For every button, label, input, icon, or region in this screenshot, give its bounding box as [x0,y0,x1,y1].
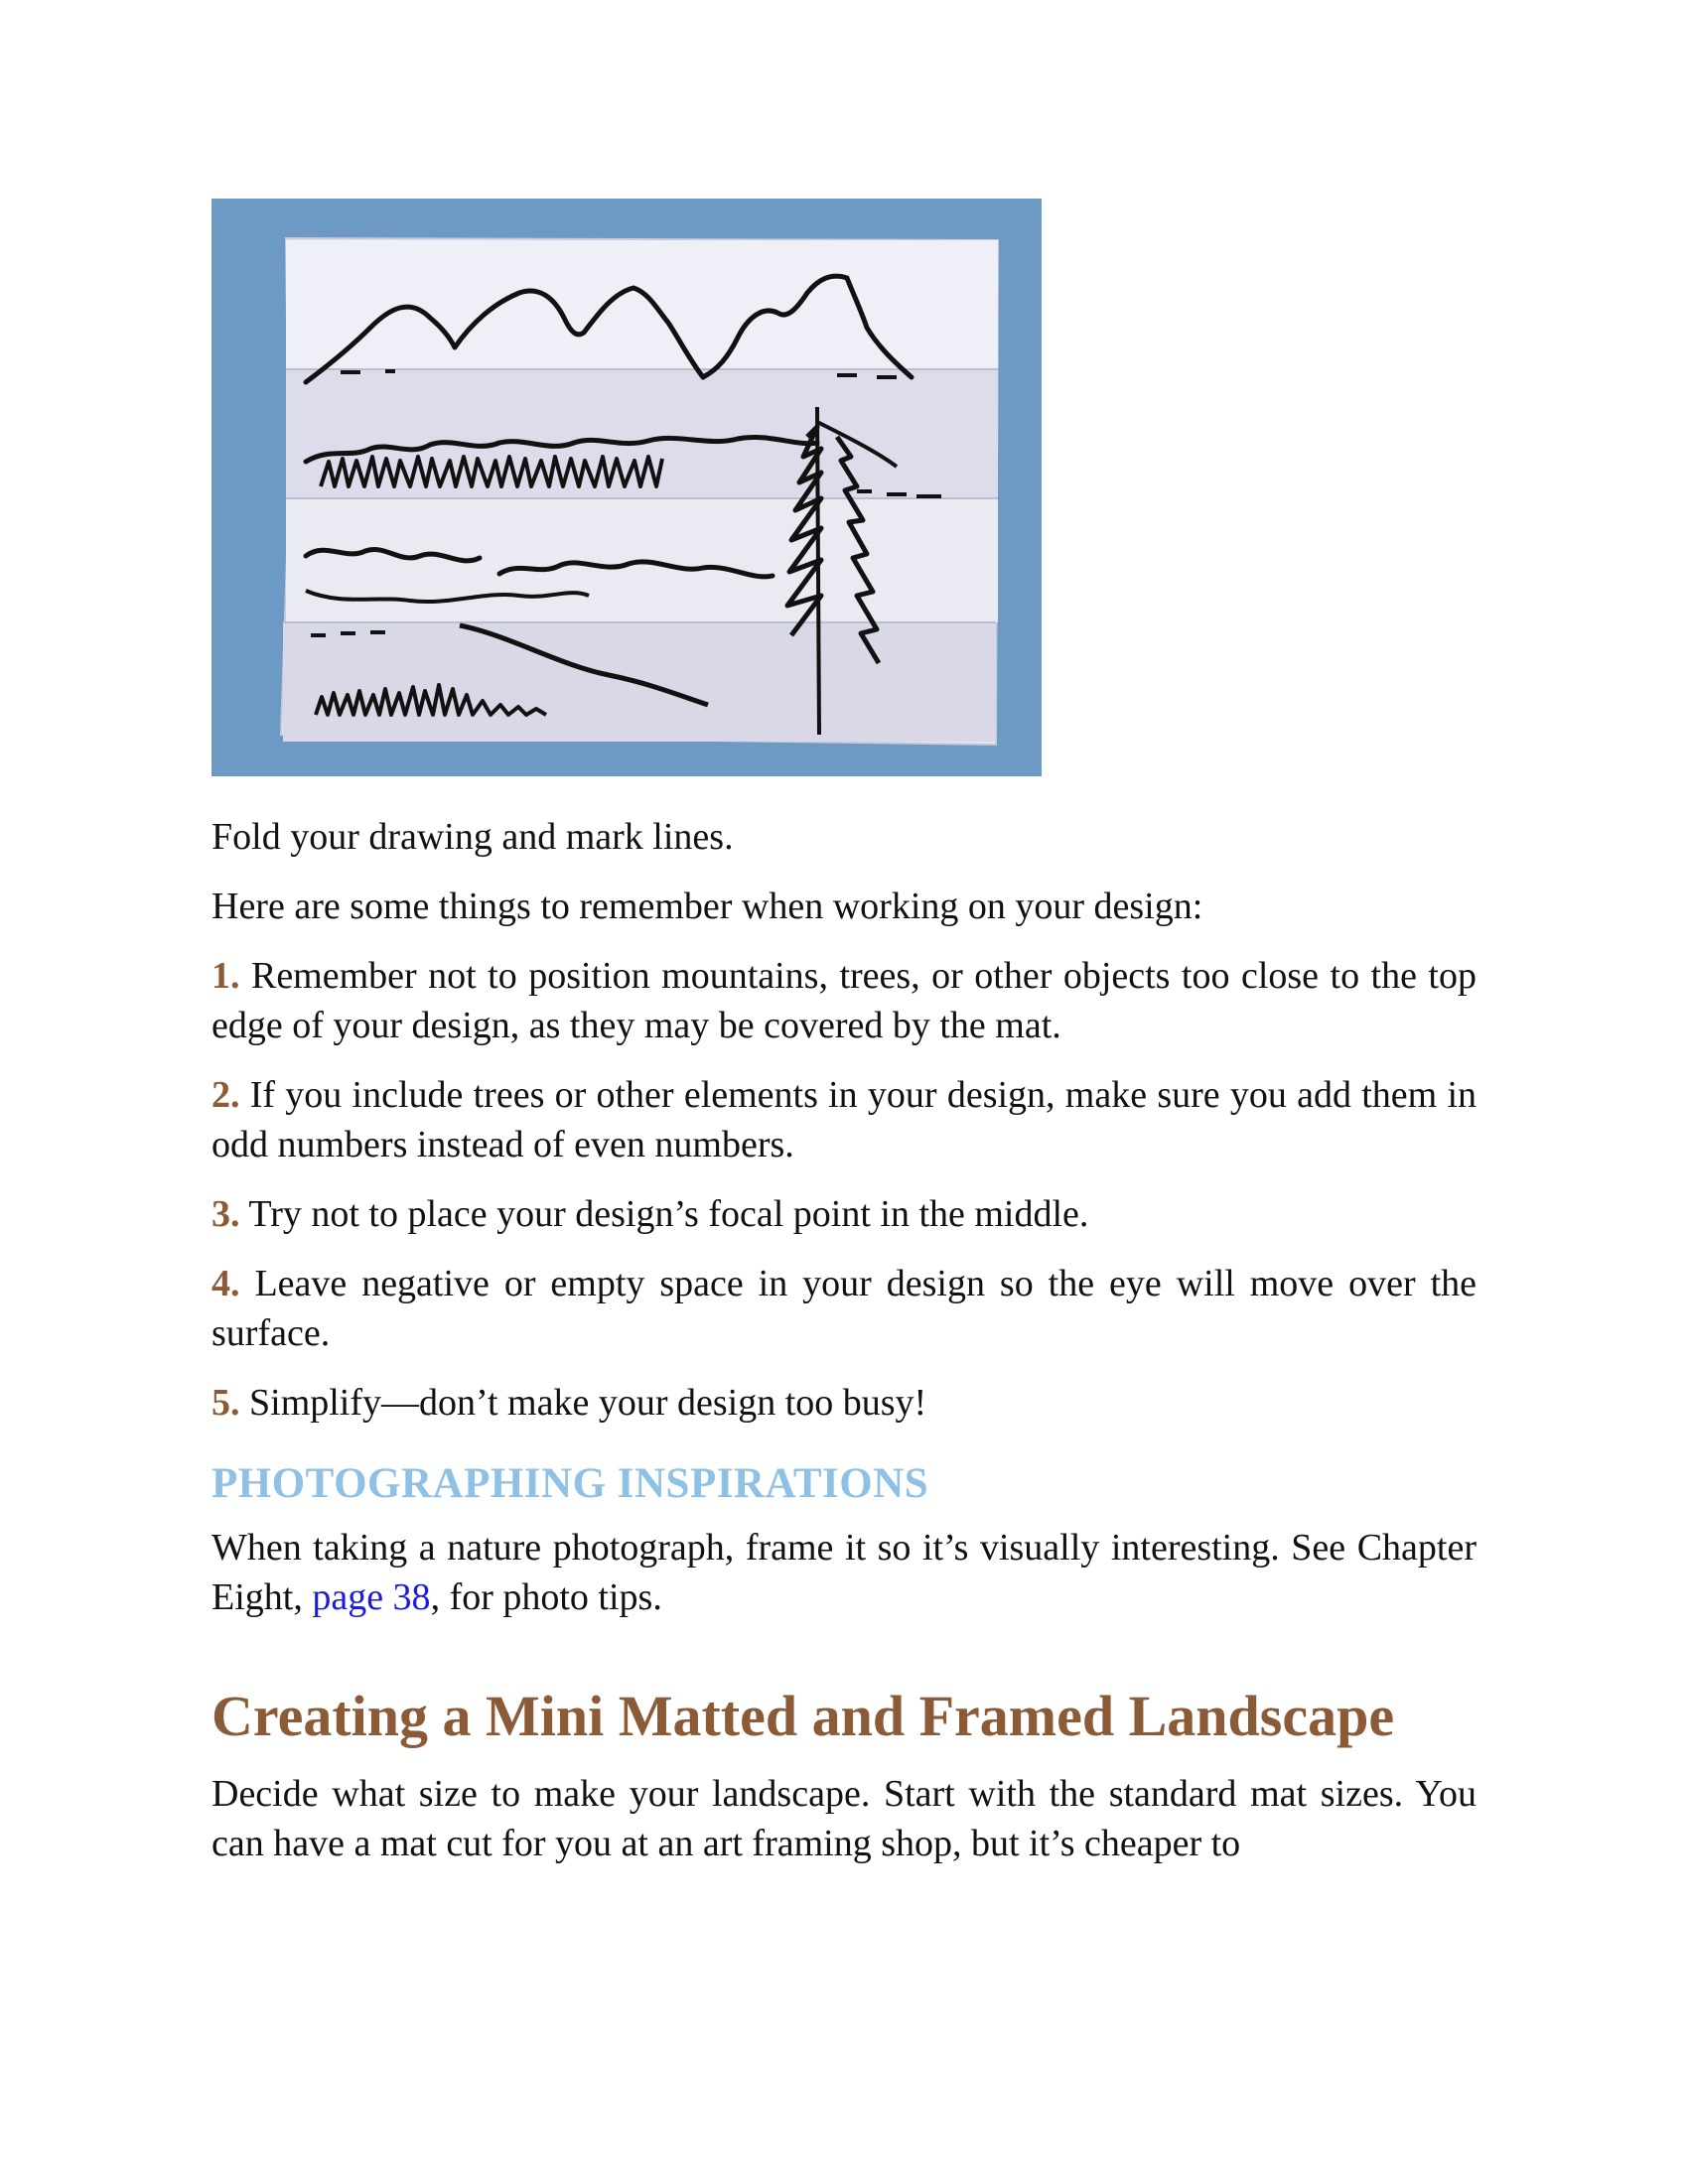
page [211,199,1477,1888]
folded-landscape-drawing-icon [211,199,1042,776]
tip-number: 3. [211,1193,240,1235]
tip-item [211,1070,1477,1169]
photo-caption: Fold your drawing and mark lines. [211,816,734,858]
photographing-text-end: , for photo tips. [430,1576,662,1618]
tip-number: 2. [211,1074,240,1116]
mini-landscape-heading: Creating a Mini Matted and Framed Landscape [211,1684,1395,1748]
tips-intro: Here are some things to remember when working on your design: [211,886,1203,927]
tip-item [211,951,1477,1050]
tip-item [211,1259,1477,1358]
tip-number: 5. [211,1382,240,1424]
tip-number: 1. [211,955,240,997]
mini-landscape-paragraph: Decide what size to make your landscape. Start with the standard mat sizes. You can have a mat cut for you at an art framing shop, but it’s cheaper to [211,1773,1477,1864]
tip-text: Try not to place your design’s focal point in the middle. [239,1193,1089,1235]
tip-item [211,1378,1477,1428]
tip-text: Simplify—don’t make your design too busy! [239,1382,927,1424]
page-38-link[interactable]: page 38 [312,1576,431,1618]
tip-text: If you include trees or other elements in your design, make sure you add them in odd numbers instead of even numbers. [211,1074,1477,1165]
tip-text: Leave negative or empty space in your design so the eye will move over the surface. [211,1263,1477,1354]
photographing-inspirations-heading: PHOTOGRAPHING INSPIRATIONS [211,1460,929,1507]
tip-text: Remember not to position mountains, trees, or other objects too close to the top edge of your design, as they may be covered by the mat. [211,955,1477,1046]
tip-number: 4. [211,1263,240,1304]
tip-item [211,1189,1477,1239]
landscape-drawing-photo [211,199,1042,776]
photographing-text: When taking a nature photograph, frame it so it’s visually interesting. See Chapter Eight, [211,1527,1477,1618]
photographing-paragraph [211,1523,1477,1622]
